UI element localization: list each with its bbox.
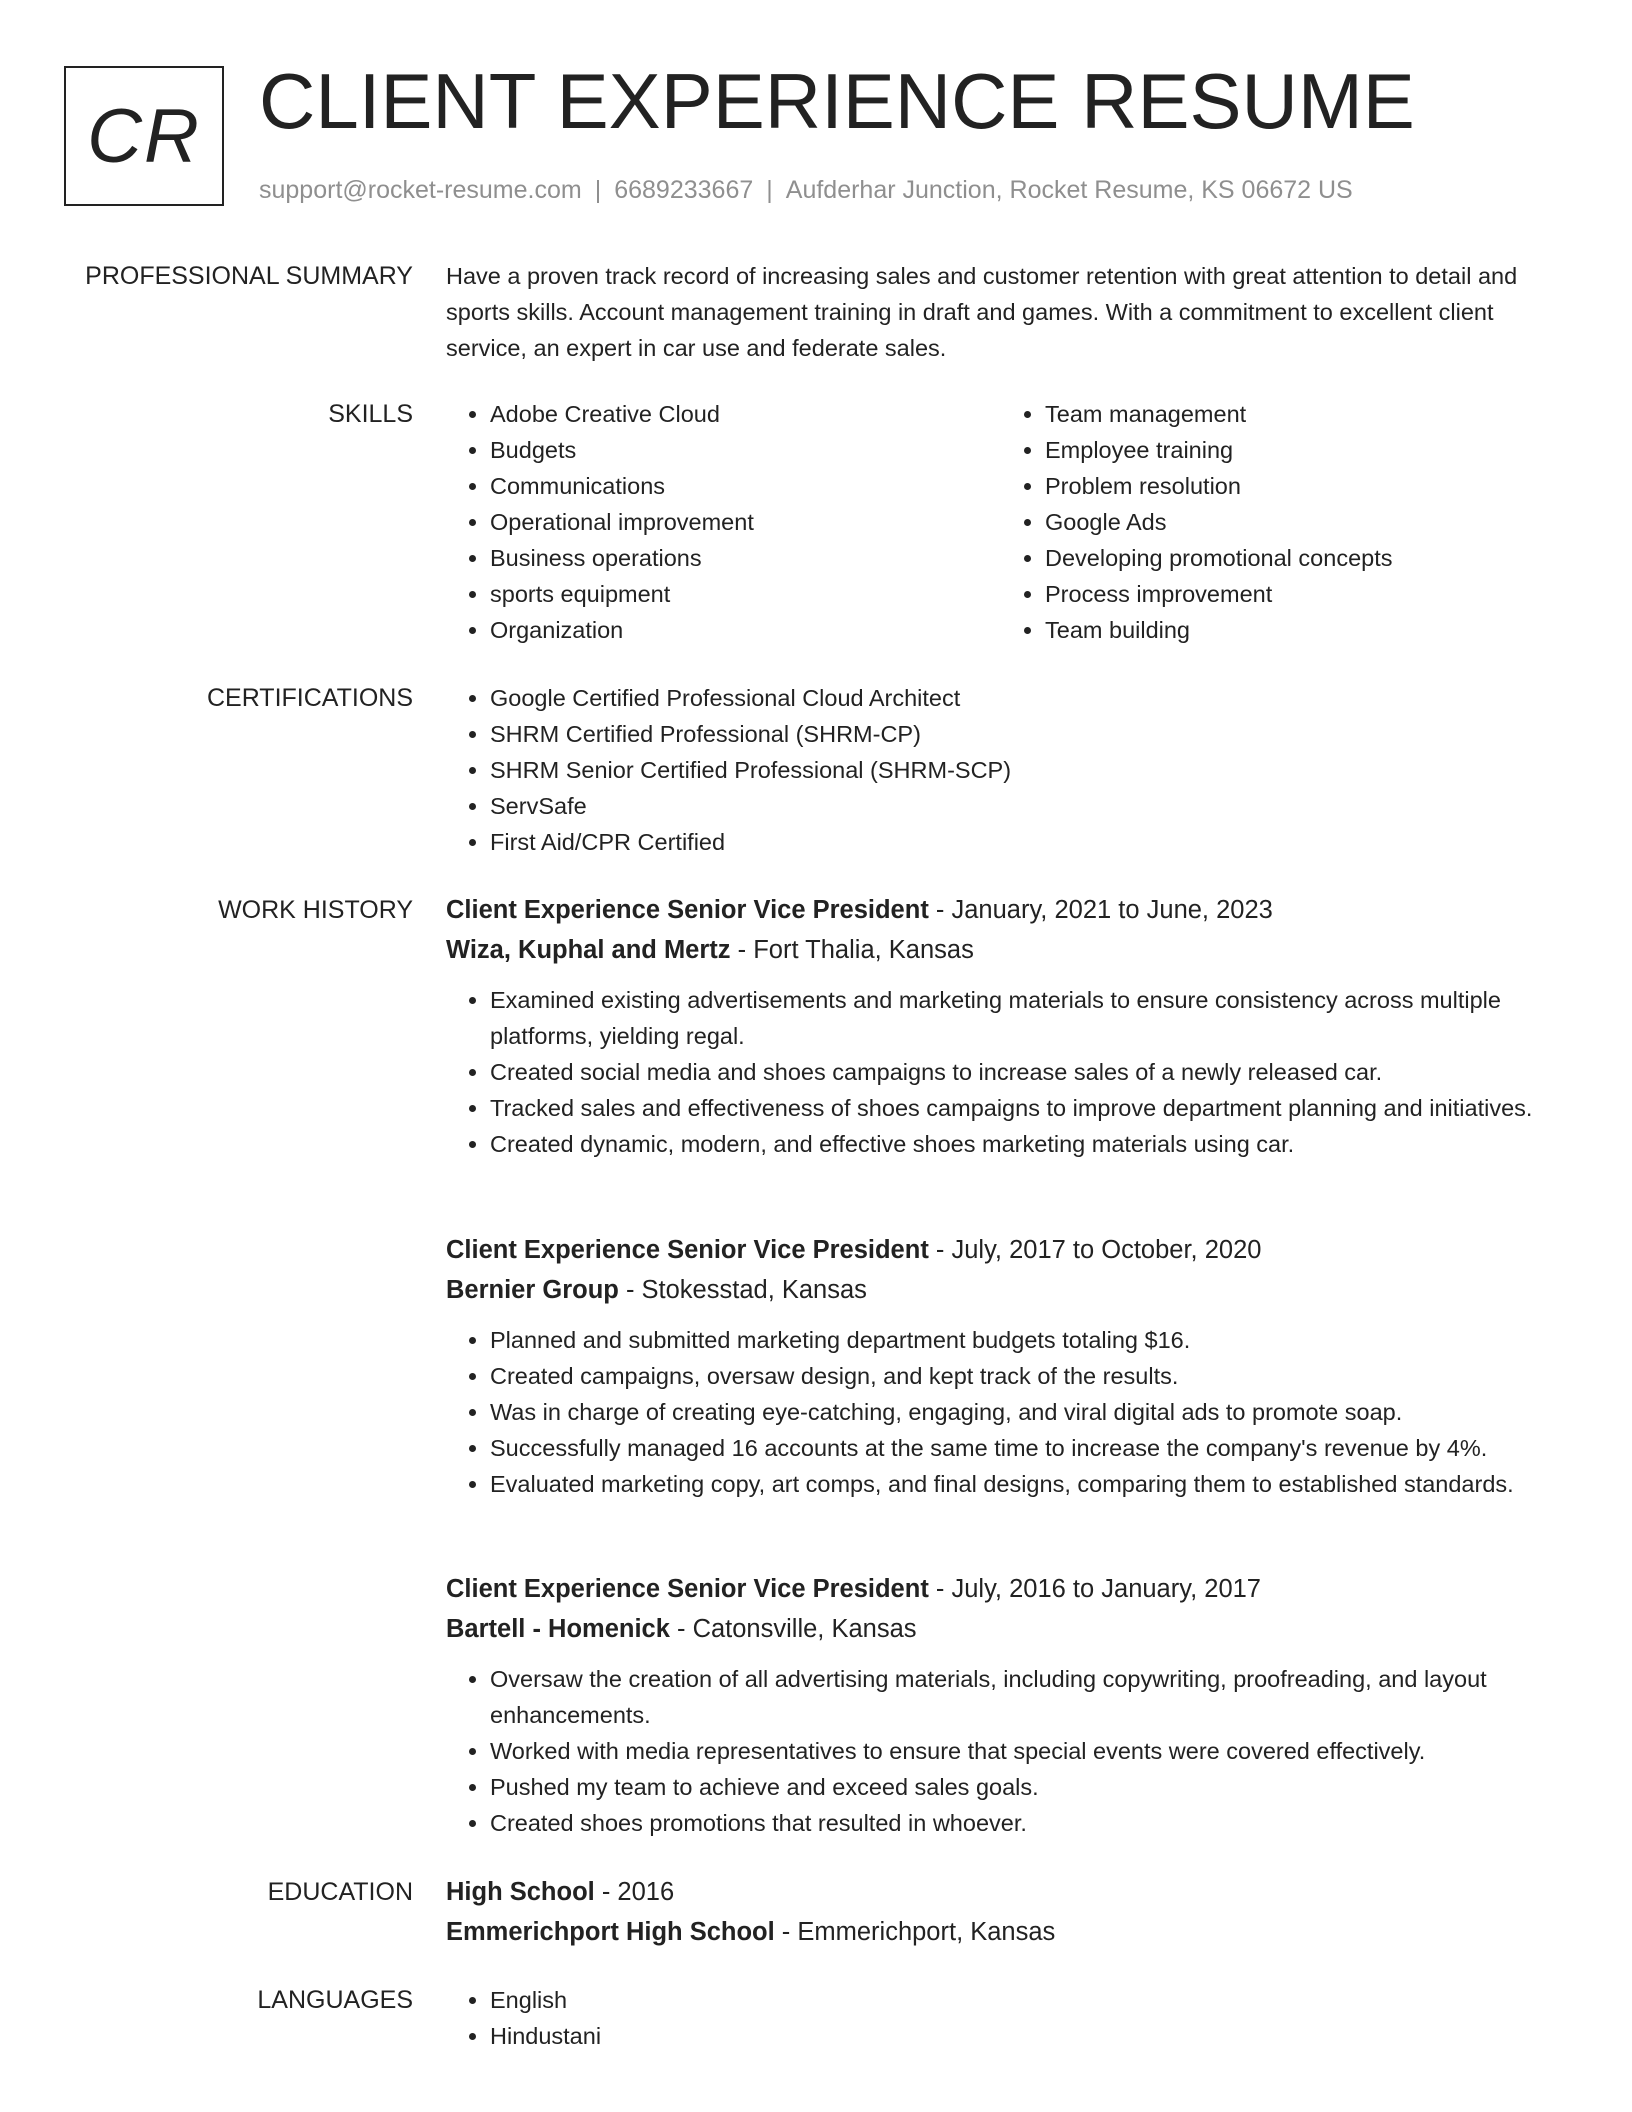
job-title-line [446, 1230, 1556, 1270]
section-label-work-history: WORK HISTORY [218, 896, 413, 924]
languages-content [446, 1982, 1556, 2054]
job-bullet: • Worked with media representatives to ensure that special events were covered effectively. [490, 1733, 1556, 1769]
job-entry [446, 1569, 1556, 1841]
skills-list-right [1001, 396, 1556, 648]
certification-item: • First Aid/CPR Certified [490, 824, 1556, 860]
language-item: • Hindustani [490, 2018, 1556, 2054]
job-entry [446, 1230, 1556, 1502]
contact-phone[interactable]: 6689233667 [614, 176, 754, 204]
job-bullet: • Successfully managed 16 accounts at the same time to increase the company's revenue by 4%. [490, 1430, 1556, 1466]
job-dates: - July, 2016 to January, 2017 [928, 1575, 1261, 1603]
job-bullet: • Created shoes promotions that resulted in whoever. [490, 1805, 1556, 1841]
certification-item: • SHRM Senior Certified Professional (SHRM-SCP) [490, 752, 1556, 788]
language-item: • English [490, 1982, 1556, 2018]
job-bullet: • Tracked sales and effectiveness of shoes campaigns to improve department planning and initiatives. [490, 1090, 1556, 1126]
skill-item: • Communications [490, 468, 1001, 504]
resume-title: CLIENT EXPERIENCE RESUME [259, 57, 1415, 145]
languages-list [446, 1982, 1556, 2054]
certifications-content [446, 680, 1556, 860]
section-label-education: EDUCATION [267, 1878, 413, 1906]
skill-item: • Team management [1045, 396, 1556, 432]
job-bullets [446, 1322, 1556, 1502]
job-company: Bartell - Homenick [446, 1615, 670, 1643]
job-title: Client Experience Senior Vice President [446, 896, 929, 924]
education-location: - Emmerichport, Kansas [774, 1918, 1056, 1946]
job-title-line [446, 890, 1556, 930]
job-bullet: • Examined existing advertisements and marketing materials to ensure consistency across multiple platforms, yielding regal. [490, 982, 1556, 1054]
skills-list-left [446, 396, 1001, 648]
education-content [446, 1872, 1556, 1952]
job-company: Bernier Group [446, 1276, 619, 1304]
job-bullet: • Oversaw the creation of all advertising materials, including copywriting, proofreading, and layout enhancements. [490, 1661, 1556, 1733]
section-label-languages: LANGUAGES [257, 1986, 413, 2014]
skill-item: • Team building [1045, 612, 1556, 648]
job-bullets [446, 1661, 1556, 1841]
contact-line [259, 174, 1353, 206]
job-bullet: • Was in charge of creating eye-catching, engaging, and viral digital ads to promote soap. [490, 1394, 1556, 1430]
certifications-list [446, 680, 1556, 860]
certification-item: • Google Certified Professional Cloud Architect [490, 680, 1556, 716]
skill-item: • Business operations [490, 540, 1001, 576]
job-title: Client Experience Senior Vice President [446, 1575, 929, 1603]
skill-item: • Process improvement [1045, 576, 1556, 612]
job-dates: - January, 2021 to June, 2023 [928, 896, 1273, 924]
section-label-summary: PROFESSIONAL SUMMARY [85, 262, 413, 290]
education-school: Emmerichport High School [446, 1918, 775, 1946]
job-location: - Fort Thalia, Kansas [730, 936, 974, 964]
education-school-line [446, 1912, 1556, 1952]
section-label-skills: SKILLS [328, 400, 413, 428]
skill-item: • Adobe Creative Cloud [490, 396, 1001, 432]
certification-item: • SHRM Certified Professional (SHRM-CP) [490, 716, 1556, 752]
job-title-line [446, 1569, 1556, 1609]
summary-text: Have a proven track record of increasing sales and customer retention with great attention to detail and sports skills. Account management training in draft and games. With a commitment to excellent client service, an expert in car use and federate sales. [446, 263, 1518, 361]
job-company-line [446, 1609, 1556, 1649]
summary-content [446, 258, 1556, 366]
skill-item: • Developing promotional concepts [1045, 540, 1556, 576]
contact-email[interactable]: support@rocket-resume.com [259, 176, 582, 204]
job-company-line [446, 930, 1556, 970]
job-title: Client Experience Senior Vice President [446, 1236, 929, 1264]
skill-item: • sports equipment [490, 576, 1001, 612]
job-entry [446, 890, 1556, 1162]
skill-item: • Problem resolution [1045, 468, 1556, 504]
job-dates: - July, 2017 to October, 2020 [928, 1236, 1262, 1264]
skill-item: • Employee training [1045, 432, 1556, 468]
job-bullet: • Created social media and shoes campaigns to increase sales of a newly released car. [490, 1054, 1556, 1090]
skill-item: • Google Ads [1045, 504, 1556, 540]
contact-address: Aufderhar Junction, Rocket Resume, KS 06672 US [785, 176, 1353, 204]
job-bullet: • Created campaigns, oversaw design, and kept track of the results. [490, 1358, 1556, 1394]
monogram-box [64, 66, 224, 206]
education-degree-line [446, 1872, 1556, 1912]
skill-item: • Organization [490, 612, 1001, 648]
job-company: Wiza, Kuphal and Mertz [446, 936, 731, 964]
job-bullets [446, 982, 1556, 1162]
skill-item: • Budgets [490, 432, 1001, 468]
education-year: - 2016 [594, 1878, 675, 1906]
job-bullet: • Pushed my team to achieve and exceed sales goals. [490, 1769, 1556, 1805]
job-bullet: • Evaluated marketing copy, art comps, and final designs, comparing them to established standards. [490, 1466, 1556, 1502]
job-bullet: • Planned and submitted marketing department budgets totaling $16. [490, 1322, 1556, 1358]
job-location: - Catonsville, Kansas [669, 1615, 917, 1643]
certification-item: • ServSafe [490, 788, 1556, 824]
job-bullet: • Created dynamic, modern, and effective shoes marketing materials using car. [490, 1126, 1556, 1162]
job-company-line [446, 1270, 1556, 1310]
contact-separator: | [766, 176, 773, 204]
skill-item: • Operational improvement [490, 504, 1001, 540]
section-label-certifications: CERTIFICATIONS [206, 684, 413, 712]
education-degree: High School [446, 1878, 595, 1906]
job-location: - Stokesstad, Kansas [618, 1276, 867, 1304]
skills-content [446, 396, 1556, 648]
monogram-initials: CR [87, 93, 201, 179]
contact-separator: | [594, 176, 602, 204]
